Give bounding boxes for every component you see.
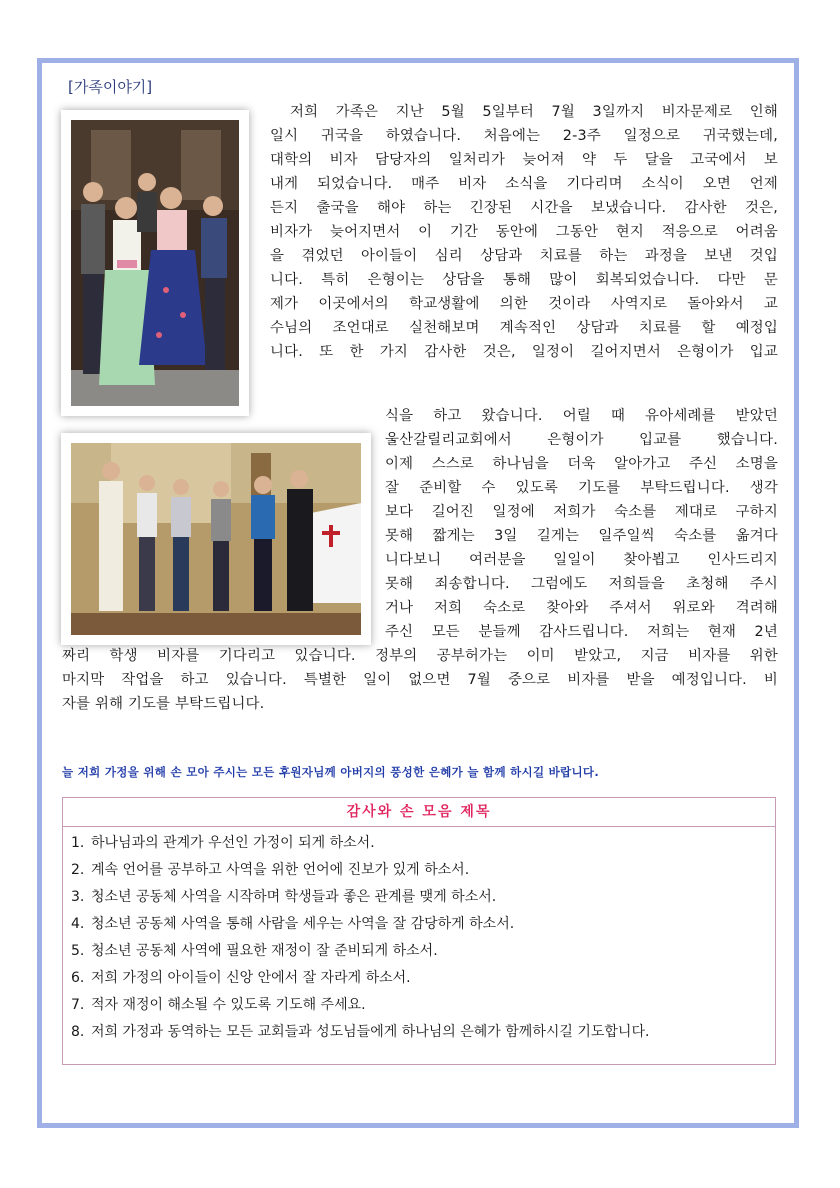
family-hanbok-photo [61,110,249,416]
story-line: 니다보니 여러분을 일일이 찾아뵙고 인사드리지 [385,552,778,568]
church-group-photo [61,433,371,645]
story-line: 짜리 학생 비자를 기다리고 있습니다. 정부의 공부허가는 이미 받았고, 지금 비자를 위한 [62,648,778,664]
story-line: 든지 출국을 해야 하는 긴장된 시간을 보냈습니다. 감사한 것은, [270,200,778,216]
story-line: 보다 길어진 일정에 저희가 숙소를 제대로 구하지 [385,504,778,520]
story-line: 울산갈릴리교회에서 은형이가 입교를 했습니다. [385,432,778,448]
dedication-line: 늘 저희 가정을 위해 손 모아 주시는 모든 후원자님께 아버지의 풍성한 은혜가 늘 함께 하시길 바랍니다. [62,765,599,779]
section-heading: [가족이야기] [68,78,153,96]
prayer-title: 감사와 손 모음 제목 [63,798,775,827]
prayer-item: 5. 청소년 공동체 사역에 필요한 재정이 잘 준비되게 하소서. [71,943,438,959]
prayer-item: 2. 계속 언어를 공부하고 사역을 위한 언어에 진보가 있게 하소서. [71,862,470,878]
story-line: 일시 귀국을 하였습니다. 처음에는 2-3주 일정으로 귀국했는데, [270,128,778,144]
story-line: 주신 모든 분들께 감사드립니다. 저희는 현재 2년 [385,624,778,640]
story-line: 내게 되었습니다. 매주 비자 소식을 기다리며 소식이 오면 언제 [270,176,778,192]
church-photo-illustration [71,443,361,635]
story-line: 수님의 조언대로 실천해보며 계속적인 상담과 치료를 할 예정입 [270,320,778,336]
story-line: 을 겪었던 아이들이 심리 상담과 치료를 하는 과정을 보낸 것입 [270,248,778,264]
story-line: 자를 위해 기도를 부탁드립니다. [62,696,265,712]
story-line: 니다. 특히 은형이는 상담을 통해 많이 회복되었습니다. 다만 문 [270,272,778,288]
story-line: 제가 이곳에서의 학교생활에 의한 것이라 사역지로 돌아와서 교 [270,296,778,312]
story-line: 식을 하고 왔습니다. 어릴 때 유아세례를 받았던 [385,408,778,424]
story-line: 저희 가족은 지난 5월 5일부터 7월 3일까지 비자문제로 인해 [290,104,778,120]
story-line: 대학의 비자 담당자의 일처리가 늦어져 약 두 달을 고국에서 보 [270,152,778,168]
story-line: 거나 저희 숙소로 찾아와 주셔서 위로와 격려해 [385,600,778,616]
prayer-item: 6. 저희 가정의 아이들이 신앙 안에서 잘 자라게 하소서. [71,970,411,986]
story-line: 니다. 또 한 가지 감사한 것은, 일정이 길어지면서 은형이가 입교 [270,344,778,360]
prayer-item: 7. 적자 재정이 해소될 수 있도록 기도해 주세요. [71,997,366,1013]
prayer-item: 3. 청소년 공동체 사역을 시작하며 학생들과 좋은 관계를 맺게 하소서. [71,889,497,905]
story-line: 비자가 늦어지면서 이 기간 동안에 그동안 현지 적응으로 어려움 [270,224,778,240]
story-line: 마지막 작업을 하고 있습니다. 특별한 일이 없으면 7월 중으로 비자를 받을 예정입니다. 비 [62,672,778,688]
story-line: 잘 준비할 수 있도록 기도를 부탁드립니다. 생각 [385,480,778,496]
family-photo-illustration [71,120,239,406]
prayer-item: 8. 저희 가정과 동역하는 모든 교회들과 성도님들에게 하나님의 은혜가 함께하시길 기도합니다. [71,1024,650,1040]
prayer-item: 4. 청소년 공동체 사역을 통해 사람을 세우는 사역을 잘 감당하게 하소서. [71,916,515,932]
prayer-list [63,827,775,1046]
story-line: 못해 죄송합니다. 그럼에도 저희들을 초청해 주시 [385,576,778,592]
prayer-item: 1. 하나님과의 관계가 우선인 가정이 되게 하소서. [71,835,375,851]
story-line: 이제 스스로 하나님을 더욱 알아가고 주신 소명을 [385,456,778,472]
prayer-requests-box [62,797,776,1065]
story-line: 못해 짧게는 3일 길게는 일주일씩 숙소를 옮겨다 [385,528,778,544]
